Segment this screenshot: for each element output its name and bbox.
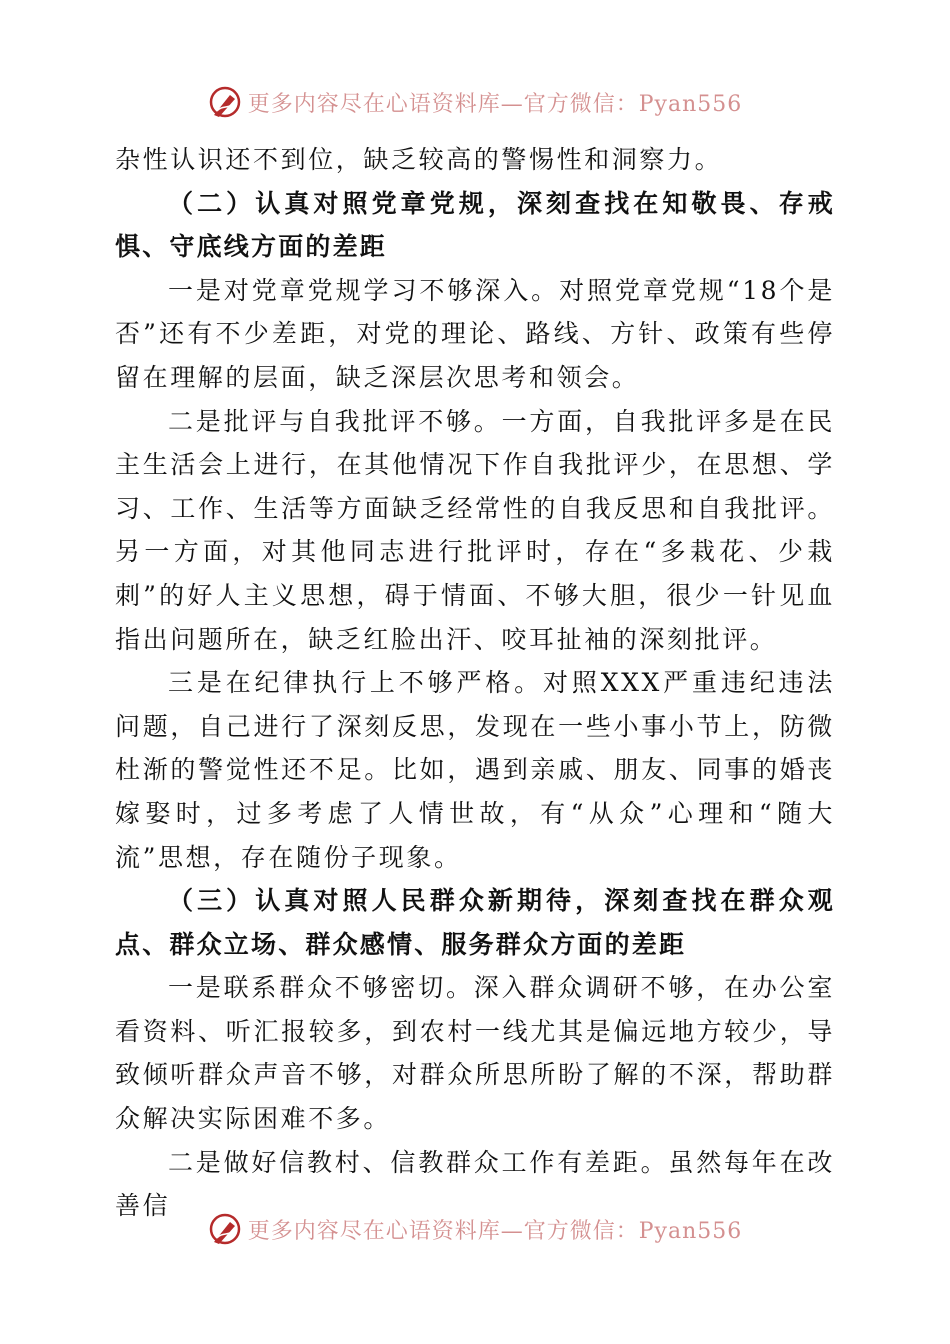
- section-heading-3: （三）认真对照人民群众新期待，深刻查找在群众观点、群众立场、群众感情、服务群众方面的差距: [115, 886, 835, 959]
- watermark-banner-bottom: [0, 1209, 950, 1249]
- watermark-banner-top: [0, 82, 950, 122]
- pen-logo-icon: [208, 1212, 242, 1246]
- watermark-text-bottom: 更多内容尽在心语资料库—官方微信：Pyan556: [247, 1218, 743, 1244]
- section-heading-2: （二）认真对照党章党规，深刻查找在知敬畏、存戒惧、守底线方面的差距: [115, 188, 835, 262]
- paragraph-1: 杂性认识还不到位，缺乏较高的警惕性和洞察力。: [115, 145, 723, 174]
- watermark-text-top: 更多内容尽在心语资料库—官方微信：Pyan556: [247, 91, 743, 117]
- paragraph-3: 一是对党章党规学习不够深入。对照党章党规“18个是否”还有不少差距，对党的理论、路线、方针、政策有些停留在理解的层面，缺乏深层次思考和领会。: [115, 275, 835, 392]
- document-body: [115, 138, 835, 1228]
- paragraph-5: 三是在纪律执行上不够严格。对照XXX严重违纪违法问题，自己进行了深刻反思，发现在一些小事小节上，防微杜渐的警觉性还不足。比如，遇到亲戚、朋友、同事的婚丧嫁娶时，过多考虑了人情世故，有“从众”心理和“随大流”思想，存在随份子现象。: [115, 668, 835, 872]
- paragraph-4: 二是批评与自我批评不够。一方面，自我批评多是在民主生活会上进行，在其他情况下作自我批评少，在思想、学习、工作、生活等方面缺乏经常性的自我反思和自我批评。另一方面，对其他同志进行批评时，存在“多栽花、少栽刺”的好人主义思想，碍于情面、不够大胆，很少一针见血指出问题所在，缺乏红脸出汗、咬耳扯袖的深刻批评。: [115, 406, 835, 654]
- pen-logo-icon: [208, 85, 242, 119]
- paragraph-8: 二是做好信教村、信教群众工作有差距。虽然每年在改善信: [115, 1147, 835, 1221]
- paragraph-7: 一是联系群众不够密切。深入群众调研不够，在办公室看资料、听汇报较多，到农村一线尤其是偏远地方较少，导致倾听群众声音不够，对群众所思所盼了解的不深，帮助群众解决实际困难不多。: [115, 973, 835, 1134]
